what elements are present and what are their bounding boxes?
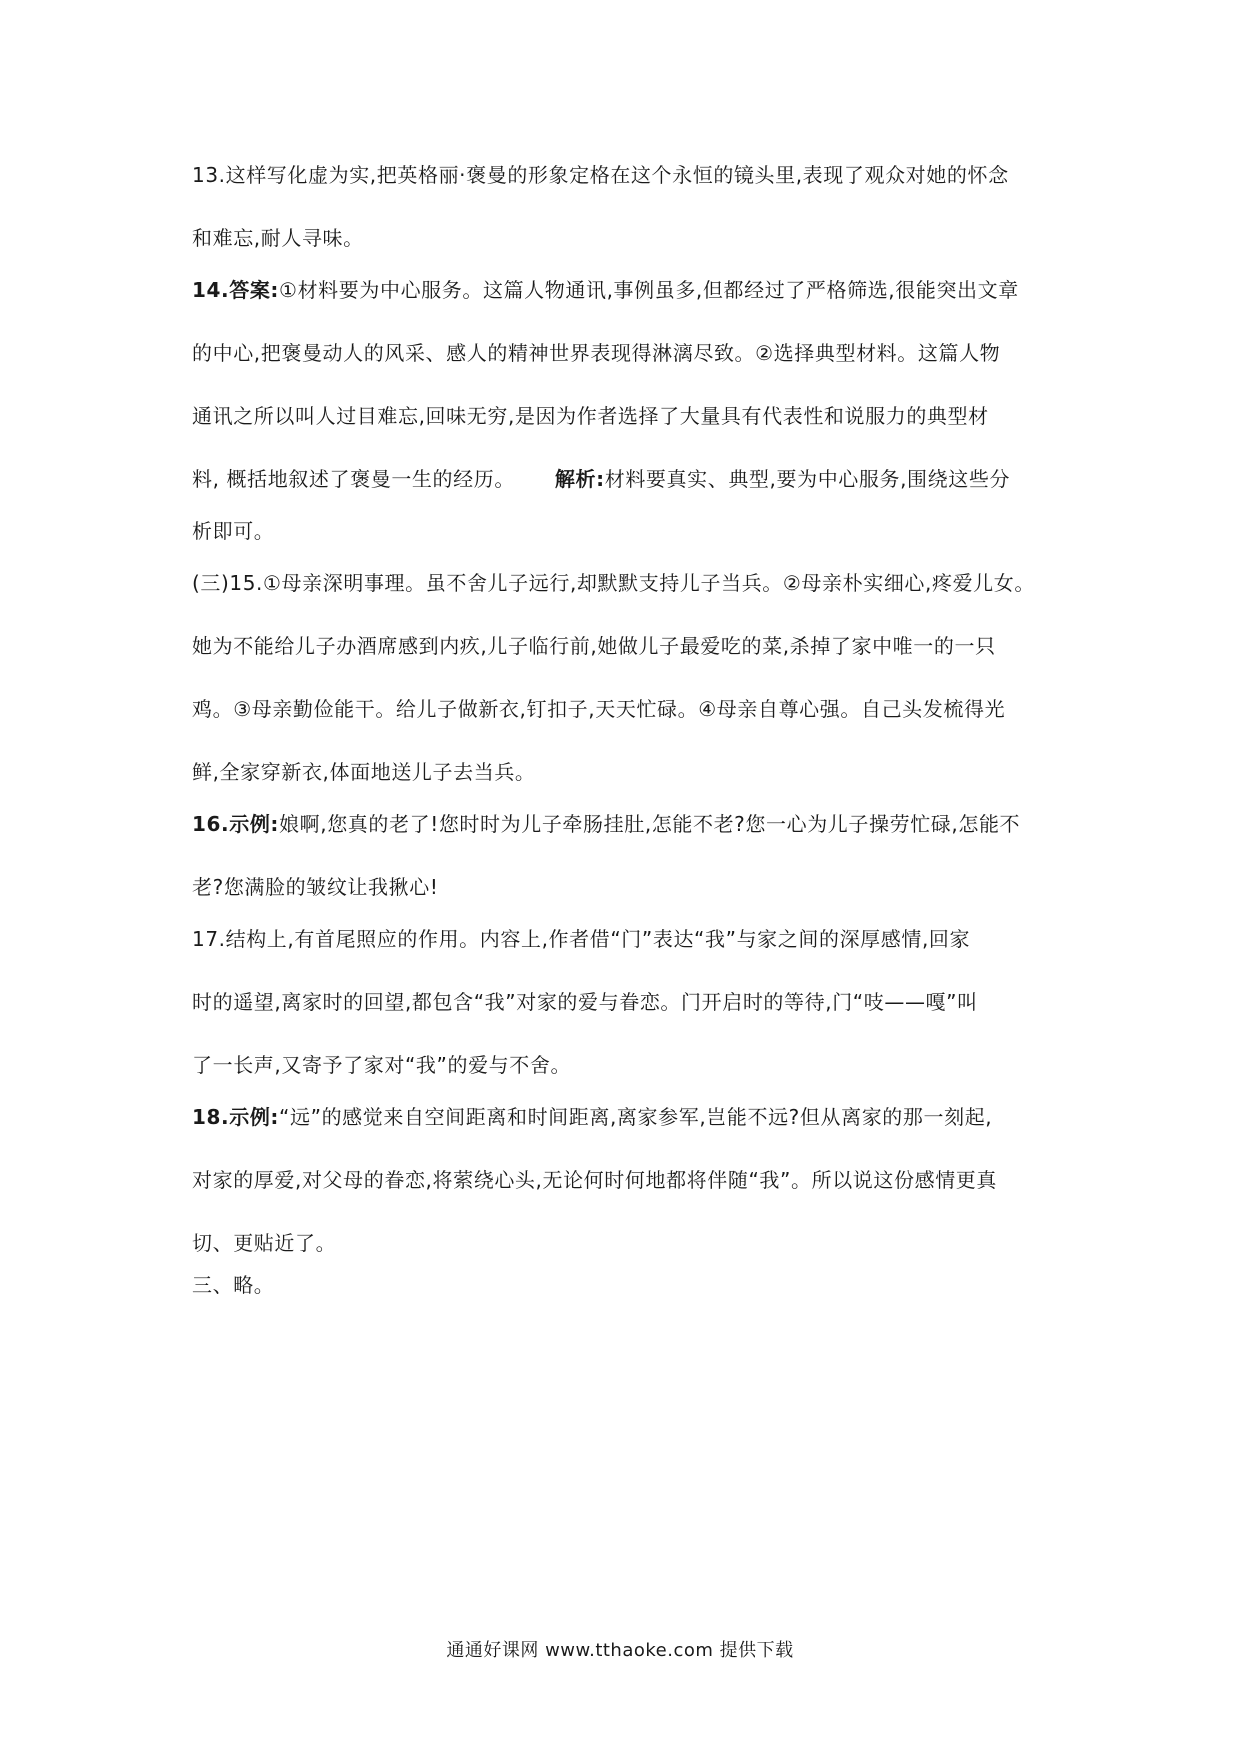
answer-13-line-2: 和难忘,耐人寻味。 <box>192 226 364 250</box>
answer-14-line-1 <box>192 275 1058 305</box>
example-label: 示例: <box>229 812 280 836</box>
answer-15-line-1: (三)15.①母亲深明事理。虽不舍儿子远行,却默默支持儿子当兵。②母亲朴实细心,疼爱儿女。 <box>192 571 1035 595</box>
answer-14-number: 14. <box>192 278 230 302</box>
answer-15-line-4: 鲜,全家穿新衣,体面地送儿子去当兵。 <box>192 760 536 784</box>
answer-17-line-2: 时的遥望,离家时的回望,都包含“我”对家的爱与眷恋。门开启时的等待,门“吱——嘎”叫 <box>192 990 978 1014</box>
example-label: 示例: <box>229 1105 280 1129</box>
answer-17-line-1: 17.结构上,有首尾照应的作用。内容上,作者借“门”表达“我”与家之间的深厚感情,回家 <box>192 927 971 951</box>
analysis-text: 材料要真实、典型,要为中心服务,围绕这些分 <box>604 467 1011 491</box>
answer-18-text-1: “远”的感觉来自空间距离和时间距离,离家参军,岂能不远?但从离家的那一刻起, <box>279 1105 993 1129</box>
answer-14 <box>192 275 1058 546</box>
answer-18-line-3: 切、更贴近了。 <box>192 1231 337 1255</box>
answer-18-line-2: 对家的厚爱,对父母的眷恋,将萦绕心头,无论何时何地都将伴随“我”。所以说这份感情更真 <box>192 1168 997 1192</box>
answer-14-line-2: 的中心,把褒曼动人的风采、感人的精神世界表现得淋漓尽致。②选择典型材料。这篇人物 <box>192 341 1001 365</box>
answer-16-line-1 <box>192 809 1058 839</box>
answer-15-line-3: 鸡。③母亲勤俭能干。给儿子做新衣,钉扣子,天天忙碌。④母亲自尊心强。自己头发梳得光 <box>192 697 1006 721</box>
answer-16-number: 16. <box>192 812 230 836</box>
answer-14-text-1: ①材料要为中心服务。这篇人物通讯,事例虽多,但都经过了严格筛选,很能突出文章 <box>279 278 1019 302</box>
answer-16-text-1: 娘啊,您真的老了!您时时为儿子牵肠挂肚,怎能不老?您一心为儿子操劳忙碌,怎能不 <box>279 812 1021 836</box>
answer-14-line-5: 析即可。 <box>192 519 275 543</box>
answer-label: 答案: <box>229 278 280 302</box>
answer-13 <box>192 160 1058 253</box>
answer-15-line-2: 她为不能给儿子办酒席感到内疚,儿子临行前,她做儿子最爱吃的菜,杀掉了家中唯一的一只 <box>192 634 996 658</box>
analysis-label: 解析: <box>554 467 605 491</box>
answer-15 <box>192 568 1058 787</box>
answer-18 <box>192 1102 1058 1258</box>
answer-13-line-1: 13.这样写化虚为实,把英格丽·褒曼的形象定格在这个永恒的镜头里,表现了观众对她的怀念 <box>192 163 1009 187</box>
answer-17 <box>192 924 1058 1080</box>
answer-14-text-4: 料, 概括地叙述了褒曼一生的经历。 <box>192 467 515 491</box>
answer-17-line-3: 了一长声,又寄予了家对“我”的爱与不舍。 <box>192 1053 572 1077</box>
answer-14-line-4 <box>192 464 1058 494</box>
answer-18-number: 18. <box>192 1105 230 1129</box>
answer-18-line-1 <box>192 1102 1058 1132</box>
part-3-answer: 三、略。 <box>192 1273 275 1297</box>
answer-content <box>192 160 1058 1300</box>
page-footer: 通通好课网 www.tthaoke.com 提供下载 <box>446 1640 794 1661</box>
answer-16 <box>192 809 1058 902</box>
answer-14-line-3: 通讯之所以叫人过目难忘,回味无穷,是因为作者选择了大量具有代表性和说服力的典型材 <box>192 404 989 428</box>
answer-16-line-2: 老?您满脸的皱纹让我揪心! <box>192 875 439 899</box>
